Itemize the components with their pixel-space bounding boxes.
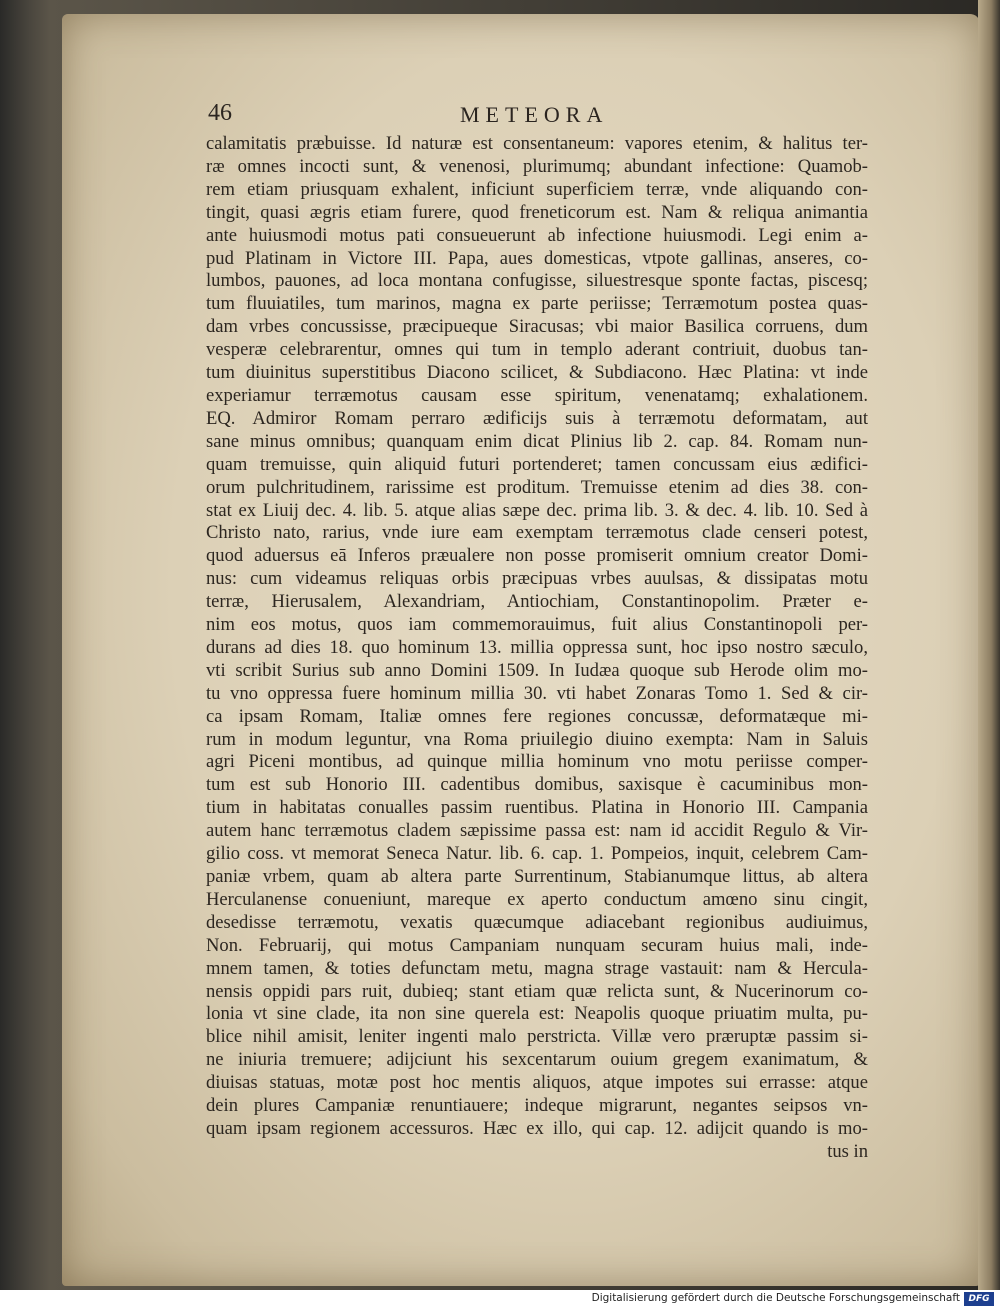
text-line: ræ omnes incocti sunt, & venenosi, plurimumq; abundant infectione: Quamob-	[206, 155, 868, 177]
text-line: autem hanc terræmotus cladem sæpissime passa est: nam id accidit Regulo & Vir-	[206, 820, 868, 842]
text-line: sane minus omnibus; quanquam enim dicat Plinius lib 2. cap. 84. Romam nun-	[206, 430, 868, 452]
text-line: mnem tamen, & toties defunctam metu, magna strage vastauit: nam & Hercula-	[206, 957, 868, 979]
text-line: desedisse terræmotu, vexatis quæcumque adiacebant regionibus audiuimus,	[206, 911, 868, 933]
text-line: diuisas statuas, motæ post hoc mentis aliquos, atque impotes sui errasse: atque	[206, 1072, 868, 1094]
text-line: tum est sub Honorio III. cadentibus domibus, saxisque è cacuminibus mon-	[206, 774, 868, 796]
text-line: quod aduersus eā Inferos præualere non posse promiserit omnium creator Domi-	[206, 545, 868, 567]
running-title: METEORA	[460, 102, 609, 127]
text-line: rum in modum leguntur, vna Roma priuilegio diuino exempta: Nam in Saluis	[206, 728, 868, 750]
text-line: nim eos motus, quos iam commemorauimus, fuit alius Constantinopoli per-	[206, 614, 868, 636]
page-number: 46	[208, 100, 232, 126]
text-line: lonia vt sine clade, ita non sine querela est: Neapolis quoque priuatim multa, pu-	[206, 1003, 868, 1025]
text-line: nus: cum videamus reliquas orbis præcipuas vrbes auulsas, & dissipatas motu	[206, 568, 868, 590]
text-line: nensis oppidi pars ruit, dubieq; stant etiam quæ relicta sunt, & Nucerinorum co-	[206, 980, 868, 1002]
footer-bar	[0, 1290, 1000, 1308]
text-line: Non. Februarij, qui motus Campaniam nunquam securam huius mali, inde-	[206, 934, 868, 956]
page-edge	[978, 0, 1000, 1290]
text-line: pud Platinam in Victore III. Papa, aues domesticas, vtpote gallinas, anseres, co-	[206, 247, 868, 269]
text-line: tingit, quasi ægris etiam furere, quod freneticorum est. Nam & reliqua animantia	[206, 201, 868, 223]
text-line: terræ, Hierusalem, Alexandriam, Antiochiam, Constantinopolim. Præter e-	[206, 591, 868, 613]
text-line: ca ipsam Romam, Italiæ omnes fere regiones concussæ, deformatæque mi-	[206, 705, 868, 727]
text-line: rem etiam priusquam exhalent, inficiunt superficiem terræ, vnde aliquando con-	[206, 178, 868, 200]
text-line: gilio coss. vt memorat Seneca Natur. lib. 6. cap. 1. Pompeios, inquit, celebrem Cam-	[206, 843, 868, 865]
text-line: ne iniuria tremuere; adijciunt his sexcentarum ouium gregem exanimatum, &	[206, 1049, 868, 1071]
text-line: tium in habitatas conualles passim ruentibus. Platina in Honorio III. Campania	[206, 797, 868, 819]
text-line: agri Piceni montibus, ad quinque millia hominum vno motu periisse comper-	[206, 751, 868, 773]
text-line: quam ipsam regionem accessuros. Hæc ex illo, qui cap. 12. adijcit quando is mo-	[206, 1117, 868, 1139]
text-line: stat ex Liuij dec. 4. lib. 5. atque alias sæpe dec. prima lib. 3. & dec. 4. lib. 10. Sed à	[206, 499, 868, 521]
text-line: orum pulchritudinem, rarissime est proditum. Tremuisse etenim ad dies 38. con-	[206, 476, 868, 498]
page-header	[208, 100, 868, 132]
body-text	[206, 133, 868, 1164]
dfg-logo: DFG	[964, 1292, 994, 1306]
catchword: tus in	[827, 1140, 868, 1162]
text-line: EQ. Admiror Romam perraro ædificijs suis à terræmotu deformatam, aut	[206, 407, 868, 429]
text-line: blice nihil amisit, leniter ingenti malo perstricta. Villæ vero præruptæ passim si-	[206, 1026, 868, 1048]
text-line: calamitatis præbuisse. Id naturæ est consentaneum: vapores etenim, & halitus ter-	[206, 133, 868, 154]
text-line: experiamur terræmotus causam esse spiritum, venenatamq; exhalationem.	[206, 384, 868, 406]
text-line: quam tremuisse, quin aliquid futuri portenderet; tamen concussam eius ædifici-	[206, 453, 868, 475]
text-line: dam vrbes concussisse, præcipueque Siracusas; vbi maior Basilica corruens, dum	[206, 316, 868, 338]
text-line: lumbos, pauones, ad loca montana confugisse, siluestresque sponte factas, piscesq;	[206, 270, 868, 292]
text-line: vti scribit Surius sub anno Domini 1509. In Iudæa quoque sub Herode olim mo-	[206, 659, 868, 681]
text-line: tu vno oppressa fuere hominum millia 30. vti habet Zonaras Tomo 1. Sed & cir-	[206, 682, 868, 704]
text-line: ante huiusmodi motus pati consueuerunt ab infectione huiusmodi. Legi enim a-	[206, 224, 868, 246]
text-line: tum diuinitus superstitibus Diacono scilicet, & Subdiacono. Hæc Platina: vt inde	[206, 362, 868, 384]
text-line: tum fluuiatiles, tum marinos, magna ex parte periisse; Terræmotum postea quas-	[206, 293, 868, 315]
text-line: durans ad dies 18. quo hominum 13. millia oppressa sunt, hoc ipso nostro sæculo,	[206, 636, 868, 658]
text-line: Herculanense conueniunt, mareque ex aperto conductum amœno sinu cingit,	[206, 888, 868, 910]
text-line: paniæ vrbem, quam ab altera parte Surrentinum, Stabianumque littus, ab altera	[206, 866, 868, 887]
text-line: vesperæ celebrarentur, omnes qui tum in templo aderant contriuit, duobus tan-	[206, 339, 868, 361]
text-line: dein plures Campaniæ renuntiauere; indeque migrarunt, negantes seipsos vn-	[206, 1095, 868, 1117]
footer-credit: Digitalisierung gefördert durch die Deutsche Forschungsgemeinschaft	[591, 1292, 960, 1304]
text-line: Christo nato, rarius, vnde iure eam exemptam terræmotus clade censeri potest,	[206, 522, 868, 544]
